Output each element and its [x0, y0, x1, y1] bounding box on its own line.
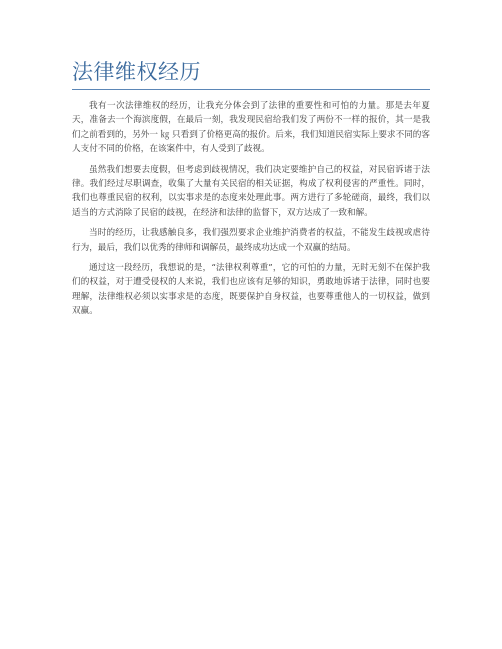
document-title: 法律维权经历	[72, 60, 201, 84]
document-body	[72, 99, 430, 325]
paragraph-3: 当时的经历，让我感触良多，我们强烈要求企业维护消费者的权益，不能发生歧视或虐待行为，最后，我们以优秀的律师和调解员，最终成功达成一个双赢的结局。	[72, 228, 430, 253]
title-divider	[72, 89, 430, 90]
paragraph-1: 我有一次法律维权的经历，让我充分体会到了法律的重要性和可怕的力量。那是去年夏天，准备去一个海滨度假，在最后一刻，我发现民宿给我们发了两份不一样的报价，其一是我们之前看到的，另外一 ㎏ 只看到了价格更高的报价。后来，我们知道民宿实际上要求不同的客人支付不同的价格，在该案件中，有人受到了歧视。	[72, 101, 430, 155]
paragraph-4: 通过这一段经历，我想说的是，“法律权利尊重”，它的可怕的力量，无时无刻不在保护我们的权益，对于遭受侵权的人来说，我们也应该有足够的知识，勇敢地诉诸于法律，同时也要理解，法律维权必须以实事求是的态度，既要保护自身权益，也要尊重他人的一切权益，做到双赢。	[72, 263, 430, 317]
paragraph-2: 虽然我们想要去度假，但考虑到歧视情况，我们决定要维护自己的权益，对民宿诉诸于法律。我们经过尽职调查，收集了大量有关民宿的相关证据，构成了权利侵害的严重性。同时，我们也尊重民宿的权利，以实事求是的态度来处理此事。两方进行了多轮磋商，最终，我们以适当的方式消除了民宿的歧视，在经济和法律的监督下，双方达成了一致和解。	[72, 164, 430, 218]
